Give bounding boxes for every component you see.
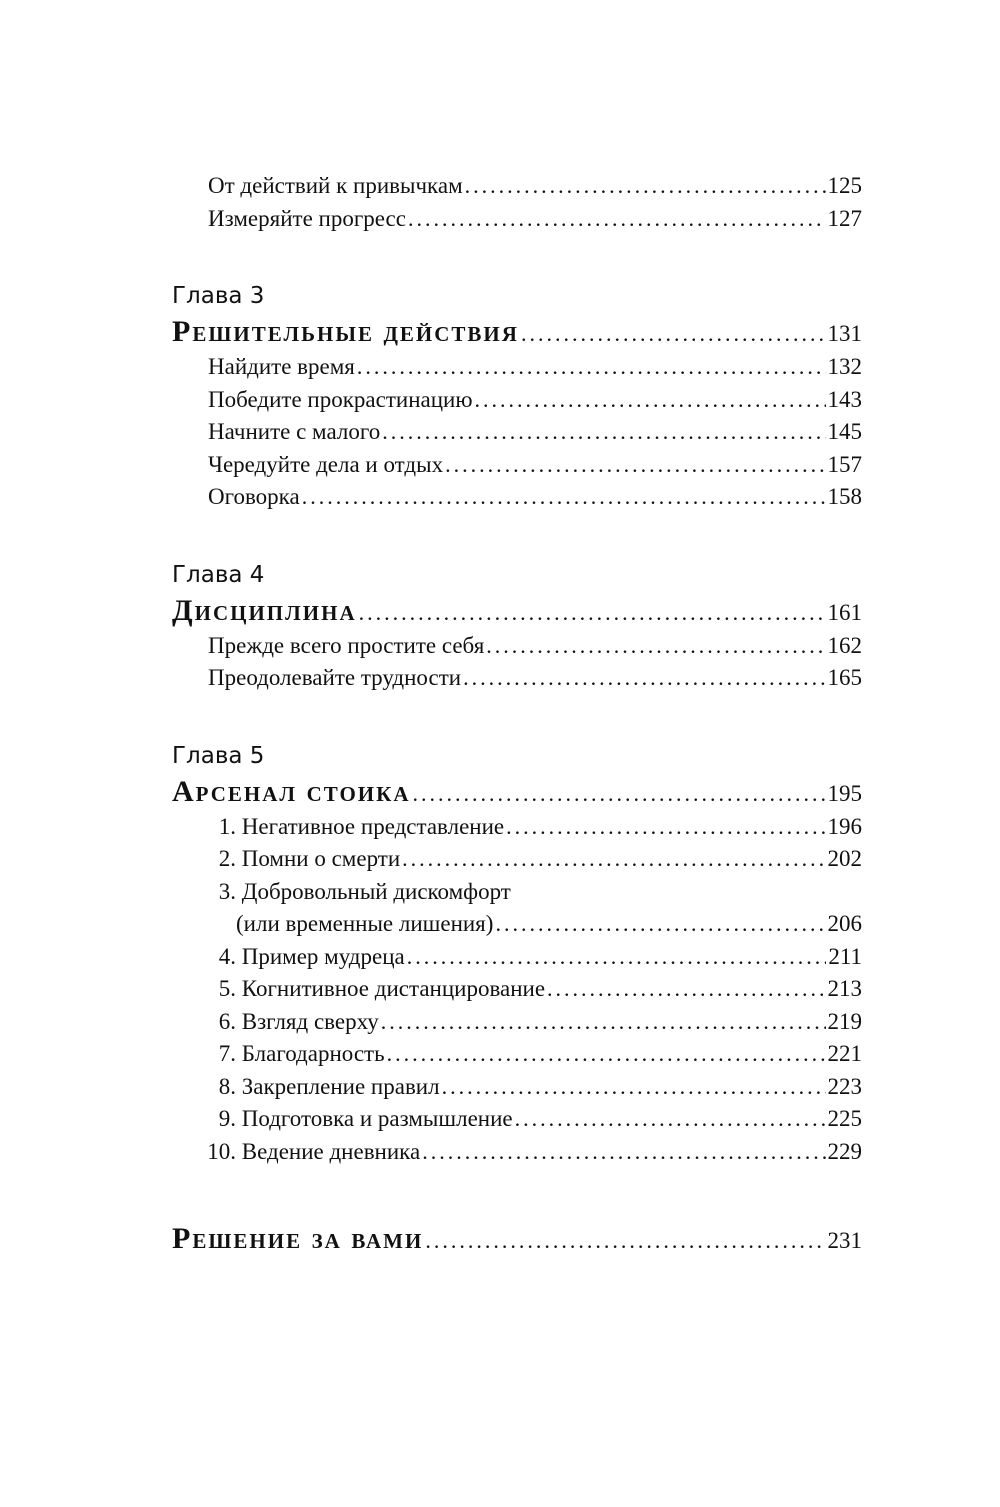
toc-entry-number: 1. [218, 813, 236, 839]
toc-entry[interactable] [172, 1103, 862, 1136]
toc-entry[interactable] [172, 662, 862, 695]
dot-leader [515, 1103, 826, 1136]
dot-leader [422, 1136, 825, 1169]
chapter-title: Дисциплина [172, 593, 357, 627]
toc-entry-label: Пример мудреца [241, 943, 405, 969]
toc-entry[interactable] [172, 481, 862, 514]
toc-entry[interactable] [172, 203, 862, 236]
toc-entry-number: 5. [218, 976, 236, 1001]
dot-leader [506, 811, 825, 844]
dot-leader [359, 594, 826, 632]
toc-entry-number: 2. [218, 846, 236, 871]
dot-leader [547, 973, 825, 1006]
toc-entry-page: 206 [827, 911, 862, 936]
toc-entry-page: 221 [827, 1041, 862, 1066]
chapter-page: 195 [827, 780, 862, 806]
toc-entry-page: 127 [827, 205, 862, 231]
toc-entry-page: 158 [827, 484, 862, 509]
toc-entry-page: 165 [827, 665, 862, 690]
toc-entry-label: Оговорка [208, 484, 300, 509]
dot-leader [442, 1071, 826, 1104]
dot-leader [445, 449, 825, 482]
toc-entry-page: 196 [827, 813, 862, 839]
toc-entry-page: 213 [827, 976, 862, 1001]
toc-entry-page: 145 [827, 419, 862, 444]
toc-entry[interactable] [172, 1136, 862, 1169]
toc-entry-label: Ведение дневника [241, 1138, 421, 1164]
toc-entry-page: 157 [827, 451, 862, 477]
dot-leader [521, 315, 826, 353]
toc-entry[interactable] [172, 1071, 862, 1104]
chapter-3-label: Глава 3 [172, 283, 265, 309]
final-section-row[interactable] [172, 1220, 862, 1258]
toc-entry[interactable] [172, 449, 862, 482]
chapter-5-title-row[interactable] [172, 773, 862, 811]
toc-entry-label: Закрепление правил [241, 1073, 440, 1099]
toc-entry[interactable] [172, 973, 862, 1006]
toc-entry-number: 4. [218, 943, 236, 969]
dot-leader [387, 1038, 826, 1071]
toc-entry-continuation-label: (или временные лишения) [236, 911, 494, 936]
dot-leader [408, 203, 826, 236]
toc-entry-first-line[interactable] [172, 876, 862, 909]
chapter-title: Решительные действия [172, 315, 519, 348]
chapter-3-title-row[interactable] [172, 313, 862, 351]
final-section-page: 231 [827, 1228, 862, 1253]
toc-entry-number: 8. [218, 1073, 236, 1099]
toc-entry-page: 211 [828, 943, 862, 969]
toc-entry[interactable] [172, 843, 862, 876]
toc-entry-label: Подготовка и размышление [241, 1106, 513, 1131]
toc-entry-number: 3. [218, 878, 236, 904]
toc-entry-label: Измеряйте прогресс [208, 205, 406, 231]
toc-entry-number: 9. [218, 1106, 236, 1131]
toc-entry-label: Благодарность [241, 1041, 385, 1066]
toc-entry-page: 225 [827, 1106, 862, 1131]
dot-leader [475, 384, 826, 417]
toc-entry-label: От действий к привычкам [208, 173, 463, 198]
dot-leader [402, 843, 825, 876]
toc-entry-page: 202 [827, 846, 862, 871]
toc-entry-label: Когнитивное дистанцирование [241, 976, 546, 1001]
toc-entry-number: 6. [218, 1008, 236, 1034]
toc-entry-label: Чередуйте дела и отдых [208, 451, 444, 477]
chapter-4-title-row[interactable] [172, 592, 862, 630]
chapter-page: 161 [827, 599, 862, 625]
toc-entry[interactable] [172, 170, 862, 203]
toc-entry[interactable] [172, 351, 862, 384]
toc-entry[interactable] [172, 811, 862, 844]
toc-entry-label: Преодолевайте трудности [208, 665, 462, 690]
dot-leader [486, 630, 825, 663]
toc-entry[interactable] [172, 384, 862, 417]
dot-leader [357, 351, 826, 384]
toc-entry[interactable] [172, 941, 862, 974]
toc-entry-page: 143 [827, 386, 862, 412]
toc-entry-page: 229 [827, 1138, 862, 1164]
toc-entry-label: Негативное представление [241, 813, 505, 839]
toc-entry-page: 132 [827, 354, 862, 379]
toc-entry-number: 7. [218, 1041, 236, 1066]
toc-entry-label: Взгляд сверху [241, 1008, 379, 1034]
dot-leader [302, 481, 826, 514]
toc-entry-page: 219 [827, 1008, 862, 1034]
toc-entry[interactable] [172, 1038, 862, 1071]
toc-entry-label: Добровольный дискомфорт [241, 878, 511, 904]
toc-entry-number: 10. [207, 1138, 236, 1164]
toc-entry-label: Найдите время [208, 354, 355, 379]
dot-leader [382, 416, 825, 449]
final-section-title: Решение за вами [172, 1222, 424, 1255]
dot-leader [425, 1222, 825, 1260]
toc-entry-label: Прежде всего простите себя [208, 632, 485, 658]
chapter-5-label: Глава 5 [172, 742, 265, 769]
toc-entry-page: 125 [827, 173, 862, 198]
dot-leader [413, 775, 826, 813]
chapter-page: 131 [827, 321, 862, 346]
toc-entry[interactable] [172, 1006, 862, 1039]
toc-entry-continuation[interactable] [172, 908, 862, 941]
dot-leader [465, 170, 826, 203]
toc-entry-page: 223 [827, 1073, 862, 1099]
toc-entry[interactable] [172, 630, 862, 663]
dot-leader [495, 908, 825, 941]
toc-entry-page: 162 [827, 632, 862, 658]
dot-leader [381, 1006, 826, 1039]
toc-entry-label: Победите прокрастинацию [208, 386, 473, 412]
toc-entry-label: Помни о смерти [241, 846, 401, 871]
dot-leader [407, 941, 827, 974]
toc-entry-label: Начните с малого [208, 419, 381, 444]
toc-entry[interactable] [172, 416, 862, 449]
chapter-4-label: Глава 4 [172, 561, 265, 588]
table-of-contents [172, 170, 862, 1258]
chapter-title: Арсенал стоика [172, 774, 411, 808]
dot-leader [463, 662, 825, 695]
